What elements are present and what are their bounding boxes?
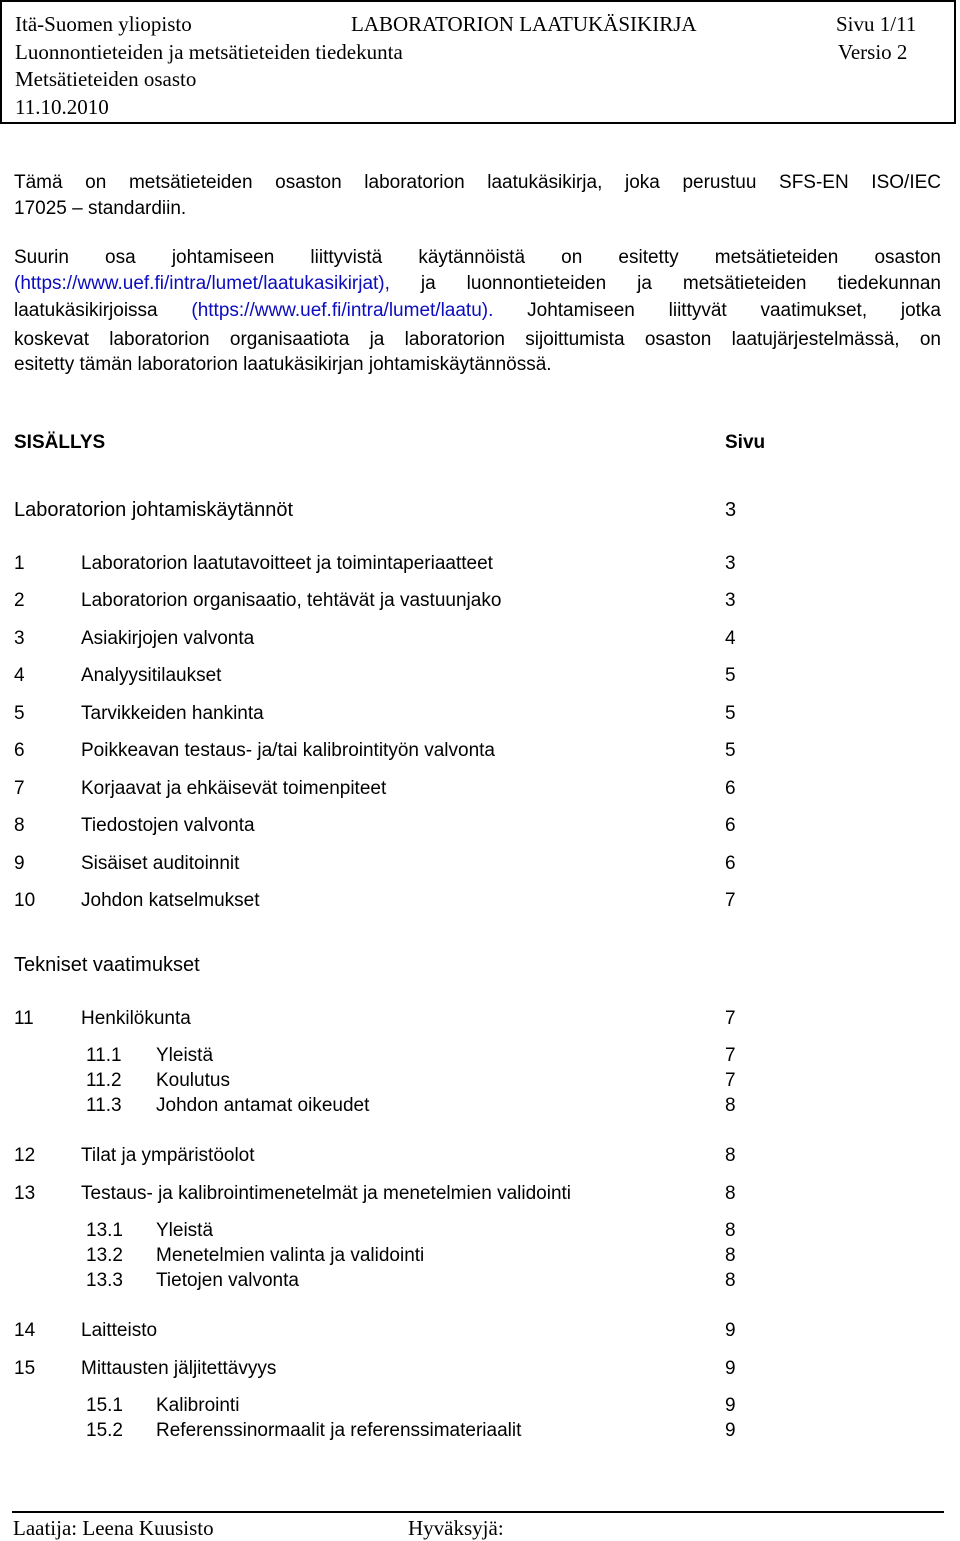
toc-entry: Laboratorion organisaatio, tehtävät ja vastuunjako: [81, 590, 502, 611]
department-name: Metsätieteiden osasto: [15, 67, 197, 91]
toc-page-number: 9: [725, 1358, 736, 1379]
toc-num: 1: [14, 553, 25, 574]
toc-entry: Kalibrointi: [156, 1395, 240, 1416]
footer-author: Laatija: Leena Kuusisto: [13, 1516, 214, 1540]
toc-page-number: 7: [725, 1070, 736, 1091]
toc-num: 13: [14, 1183, 36, 1204]
toc-page-number: 9: [725, 1395, 736, 1416]
toc-subrow[interactable]: [0, 1070, 960, 1096]
toc-subrow[interactable]: [0, 1095, 960, 1121]
toc-subrow[interactable]: [0, 1045, 960, 1071]
toc-page-number: 6: [725, 853, 736, 874]
toc-title: SISÄLLYS: [14, 432, 106, 453]
intro-p2-line5: esitetty tämän laboratorion laatukäsikirjan johtamiskäytännössä.: [14, 354, 552, 375]
toc-section-technical: Tekniset vaatimukset: [14, 954, 200, 976]
toc-page-number: 7: [725, 890, 736, 911]
toc-page-number: 5: [725, 740, 736, 761]
toc-row[interactable]: [0, 628, 960, 654]
toc-num: 13.1: [86, 1220, 123, 1241]
toc-page-number: 7: [725, 1045, 736, 1066]
toc-row[interactable]: [0, 1358, 960, 1384]
toc-subrow[interactable]: [0, 1220, 960, 1246]
toc-page-number: 8: [725, 1245, 736, 1266]
toc-num: 14: [14, 1320, 36, 1341]
toc-page-number: 3: [725, 553, 736, 574]
toc-entry: Laboratorion laatutavoitteet ja toimintaperiaatteet: [81, 553, 493, 574]
toc-row[interactable]: [0, 778, 960, 804]
intro-p2-line3-rest: Johtamiseen liittyvät vaatimukset, jotka: [493, 300, 941, 321]
toc-entry: Tilat ja ympäristöolot: [81, 1145, 255, 1166]
toc-num: 3: [14, 628, 25, 649]
toc-entry: Menetelmien valinta ja validointi: [156, 1245, 425, 1266]
toc-entry: Tiedostojen valvonta: [81, 815, 255, 836]
toc-num: 8: [14, 815, 25, 836]
toc-row[interactable]: [0, 1145, 960, 1171]
toc-subrow[interactable]: [0, 1395, 960, 1421]
toc-num: 12: [14, 1145, 36, 1166]
document-title: LABORATORION LAATUKÄSIKIRJA: [351, 12, 697, 36]
toc-num: 4: [14, 665, 25, 686]
toc-num: 5: [14, 703, 25, 724]
intro-p2-line2: [14, 272, 941, 296]
toc-page-number: 8: [725, 1095, 736, 1116]
toc-page-number: 3: [725, 499, 737, 521]
toc-row[interactable]: [0, 890, 960, 916]
university-name: Itä-Suomen yliopisto: [15, 12, 192, 36]
toc-num: 9: [14, 853, 25, 874]
toc-entry: Tietojen valvonta: [156, 1270, 299, 1291]
toc-subrow[interactable]: [0, 1245, 960, 1271]
toc-entry: Asiakirjojen valvonta: [81, 628, 255, 649]
toc-entry: Korjaavat ja ehkäisevät toimenpiteet: [81, 778, 387, 799]
toc-entry: Testaus- ja kalibrointimenetelmät ja menetelmien validointi: [81, 1183, 572, 1204]
toc-page-number: 7: [725, 1008, 736, 1029]
laatukasikirjat-link[interactable]: (https://www.uef.fi/intra/lumet/laatukasikirjat),: [14, 273, 390, 294]
toc-page-number: 8: [725, 1270, 736, 1291]
toc-page-number: 9: [725, 1320, 736, 1341]
toc-entry: Yleistä: [156, 1045, 214, 1066]
toc-entry: Mittausten jäljitettävyys: [81, 1358, 277, 1379]
intro-p1-line2: 17025 – standardiin.: [14, 198, 187, 219]
toc-page-number: 5: [725, 703, 736, 724]
toc-entry: Laitteisto: [81, 1320, 158, 1341]
toc-row[interactable]: [0, 665, 960, 691]
toc-subrow[interactable]: [0, 1420, 960, 1446]
toc-entry: Sisäiset auditoinnit: [81, 853, 240, 874]
intro-p2-line2-rest: ja luonnontieteiden ja metsätieteiden tiedekunnan: [389, 273, 941, 294]
toc-page-number: 8: [725, 1183, 736, 1204]
toc-num: 11: [14, 1008, 34, 1029]
toc-entry: Koulutus: [156, 1070, 230, 1091]
intro-p2-line3: [14, 299, 941, 323]
intro-p2-line3-start: laatukäsikirjoissa: [14, 300, 192, 321]
page-indicator: Sivu 1/11: [836, 12, 917, 36]
intro-p2-line1: Suurin osa johtamiseen liittyvistä käytännöistä on esitetty metsätieteiden osaston: [14, 247, 941, 268]
intro-p1-line1: Tämä on metsätieteiden osaston laboratorion laatukäsikirja, joka perustuu SFS-EN ISO/IEC: [14, 172, 941, 193]
toc-entry: Poikkeavan testaus- ja/tai kalibrointityön valvonta: [81, 740, 496, 761]
toc-page-number: 6: [725, 815, 736, 836]
toc-num: 6: [14, 740, 25, 761]
toc-row[interactable]: [0, 815, 960, 841]
toc-num: 15: [14, 1358, 36, 1379]
document-date: 11.10.2010: [15, 95, 109, 119]
toc-num: 11.1: [86, 1045, 122, 1066]
toc-row[interactable]: [0, 1183, 960, 1209]
toc-entry: Henkilökunta: [81, 1008, 191, 1029]
toc-entry: Referenssinormaalit ja referenssimateriaalit: [156, 1420, 522, 1441]
document-header: [0, 0, 956, 124]
toc-entry: Johdon katselmukset: [81, 890, 260, 911]
toc-num: 13.2: [86, 1245, 123, 1266]
toc-num: 10: [14, 890, 36, 911]
toc-row[interactable]: [0, 740, 960, 766]
toc-row[interactable]: [0, 1320, 960, 1346]
version-label: Versio 2: [838, 40, 908, 64]
toc-page-number: 8: [725, 1145, 736, 1166]
toc-entry: Tarvikkeiden hankinta: [81, 703, 264, 724]
toc-num: 11.3: [86, 1095, 122, 1116]
footer-divider: [12, 1511, 944, 1513]
toc-page-number: 5: [725, 665, 736, 686]
toc-page-number: 9: [725, 1420, 736, 1441]
intro-p2-line4: koskevat laboratorion organisaatiota ja laboratorion sijoittumista osaston laatujärjestelmässä, on: [14, 329, 941, 350]
toc-entry: Analyysitilaukset: [81, 665, 222, 686]
toc-section-management-page-row: [0, 499, 960, 525]
toc-num: 7: [14, 778, 25, 799]
toc-entry: Johdon antamat oikeudet: [156, 1095, 370, 1116]
toc-entry: Yleistä: [156, 1220, 214, 1241]
toc-page-number: 6: [725, 778, 736, 799]
toc-row[interactable]: [0, 703, 960, 729]
toc-page-number: 4: [725, 628, 736, 649]
laatu-link[interactable]: (https://www.uef.fi/intra/lumet/laatu).: [191, 300, 494, 321]
toc-num: 13.3: [86, 1270, 123, 1291]
toc-page-header: Sivu: [725, 432, 766, 453]
toc-num: 11.2: [86, 1070, 122, 1091]
toc-section-management: Laboratorion johtamiskäytännöt: [14, 499, 294, 521]
footer-approver: Hyväksyjä:: [408, 1516, 504, 1540]
toc-page-number: 3: [725, 590, 736, 611]
toc-subrow[interactable]: [0, 1270, 960, 1296]
toc-num: 15.2: [86, 1420, 123, 1441]
faculty-name: Luonnontieteiden ja metsätieteiden tiedekunta: [15, 40, 403, 64]
toc-num: 2: [14, 590, 25, 611]
toc-num: 15.1: [86, 1395, 123, 1416]
toc-page-number: 8: [725, 1220, 736, 1241]
toc-row[interactable]: [0, 553, 960, 579]
toc-row[interactable]: [0, 1008, 960, 1034]
toc-row[interactable]: [0, 853, 960, 879]
toc-row[interactable]: [0, 590, 960, 616]
